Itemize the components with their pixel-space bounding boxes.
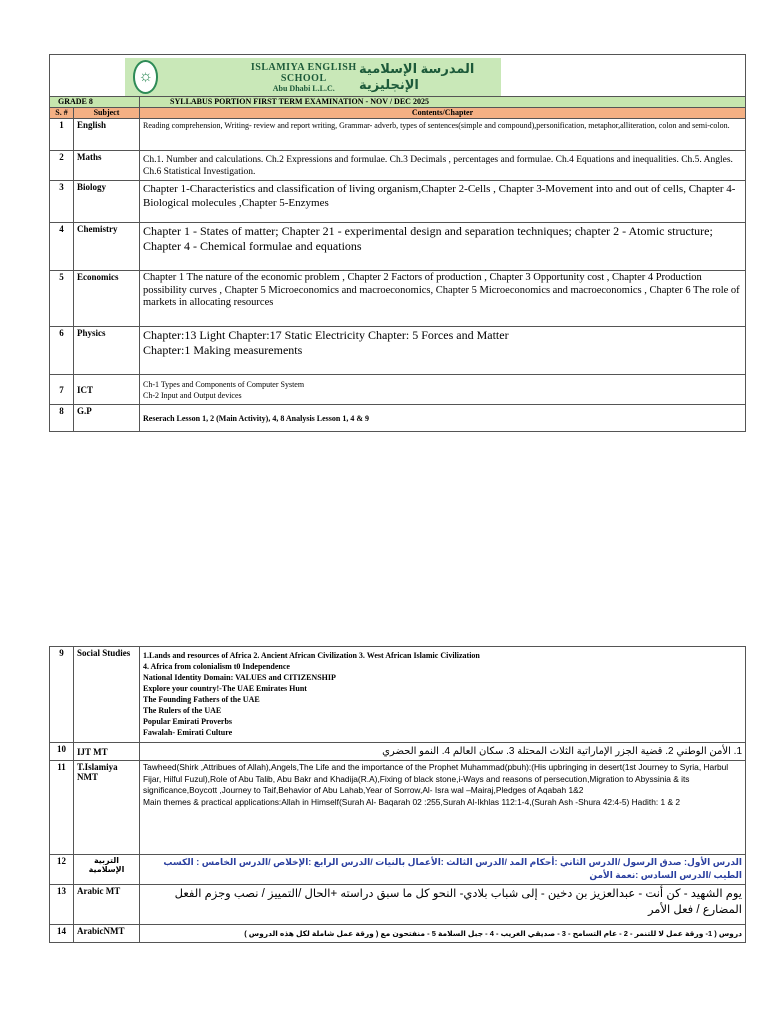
table-row: 13 Arabic MT يوم الشهيد - كن أنت - عبدالعزيز بن دخين - إلى شباب بلادي- النحو كل ما سبق دراسته +الحال /التمييز / نصب وجزم الفعل المضارع / فعل الأمر xyxy=(50,885,746,925)
syllabus-table-bottom xyxy=(49,646,746,943)
table-row: 8 G.P Reserach Lesson 1, 2 (Main Activity), 4, 8 Analysis Lesson 1, 4 & 9 xyxy=(50,405,746,432)
table-row: 4 Chemistry Chapter 1 - States of matter; Chapter 21 - experimental design and separation techniques; chapter 2 - Atomic structure; Chapter 4 - Chemical formulae and equations xyxy=(50,223,746,271)
logo-row xyxy=(50,55,746,97)
title-row xyxy=(50,97,746,108)
grade-label: GRADE 8 xyxy=(50,97,140,108)
table-row: 2 Maths Ch.1. Number and calculations. Ch.2 Expressions and formulae. Ch.3 Decimals , percentages and formulae. Ch.4 Equations and inequalities. Ch.5. Angles. Ch.6 Statistical Investigation. xyxy=(50,151,746,181)
col-subject: Subject xyxy=(74,108,140,119)
syllabus-table-top xyxy=(49,54,746,432)
school-crest-icon: ☼ xyxy=(133,60,158,94)
table-row: 6 Physics Chapter:13 Light Chapter:17 Static Electricity Chapter: 5 Forces and Matter Chapter:1 Making measurements xyxy=(50,327,746,375)
school-banner xyxy=(125,58,501,96)
col-sn: S. # xyxy=(50,108,74,119)
table-row: 11 T.Islamiya NMT Tawheed(Shirk ,Attribues of Allah),Angels,The Life and the importance of the Prophet Muhammad(pbuh):(His upbringing in desert(1st Journey to Syria, Harbul Fijar, Hilful Fuzul),Role of Abu Talib, Abu Bakr and Khadija(R.A),Fixing of black stone,i-Ways and reasons of persecution,Migration to Abyssinia & its significance,Boycott ,Journey to Taif,Behavior of Abu Lahab,Year of Sorrow,Al- Isra wal –Mairaj,Pledges of Aqabah 1&2 Main themes & practical applications:Allah in Himself(Surah Al- Baqarah 02 :255,Surah Al-Ikhlas 112:1-4,(Surah Ash -Shura 42:4-5) Hadith: 1 & 2 xyxy=(50,761,746,855)
exam-title: SYLLABUS PORTION FIRST TERM EXAMINATION - NOV / DEC 2025 xyxy=(140,97,746,108)
school-location: Abu Dhabi L.L.C. xyxy=(272,83,335,93)
column-header-row xyxy=(50,108,746,119)
table-row: 14 ArabicNMT دروس ( 1- ورقة عمل لا للتنمر - 2 - عام التسامح - 3 - صديقي الغريب - 4 - جبل السلامة 5 - منفتحون مع ( ورقة عمل شاملة لكل هذه الدروس ) xyxy=(50,925,746,943)
table-row: 10 IJT MT 1. الأمن الوطني 2. قضية الجزر الإماراتية الثلاث المحتلة 3. سكان العالم 4. النمو الحضري xyxy=(50,743,746,761)
school-name: ISLAMIYA ENGLISH SCHOOL xyxy=(250,61,357,84)
table-row: 3 Biology Chapter 1-Characteristics and classification of living organism,Chapter 2-Cells , Chapter 3-Movement into and out of cells, Chapter 4-Biological molecules ,Chapter 5-Enzymes xyxy=(50,181,746,223)
table-row: 12 التربية الإسلامية الدرس الأول: صدق الرسول /الدرس الثاني :أحكام المد /الدرس الثالث :الأعمال بالنيات /الدرس الرابع :الإخلاص /الدرس الخامس : الكسب الطيب /الدرس السادس :نعمة الأمن xyxy=(50,855,746,885)
table-row: 5 Economics Chapter 1 The nature of the economic problem , Chapter 2 Factors of production , Chapter 3 Opportunity cost , Chapter 4 Production possibility curves , Chapter 5 Microeconomics and macroeconomics, Chapter 5 Microeconomics and macroeconomics , Chapter 6 The role of markets in allocating resources xyxy=(50,271,746,327)
school-name-arabic: المدرسة الإسلامية الإنجليزية xyxy=(359,61,475,92)
table-row: 1 English Reading comprehension, Writing- review and report writing, Grammar- adverb, types of sentences(simple and compound),personification, metaphor,alliteration, colon and semi-colon. xyxy=(50,119,746,151)
table-row: 9 Social Studies 1.Lands and resources of Africa 2. Ancient African Civilization 3. West African Islamic Civilization 4. Africa from colonialism t0 Independence National Identity Domain: VALUES and CITIZENSHIP Explore your country!-The UAE Emirates Hunt The Founding Fathers of the UAE The Rulers of the UAE Popular Emirati Proverbs Fawalah- Emirati Culture xyxy=(50,647,746,743)
table-row: 7 ICT Ch-1 Types and Components of Computer System Ch-2 Input and Output devices xyxy=(50,375,746,405)
col-contents: Contents/Chapter xyxy=(140,108,746,119)
